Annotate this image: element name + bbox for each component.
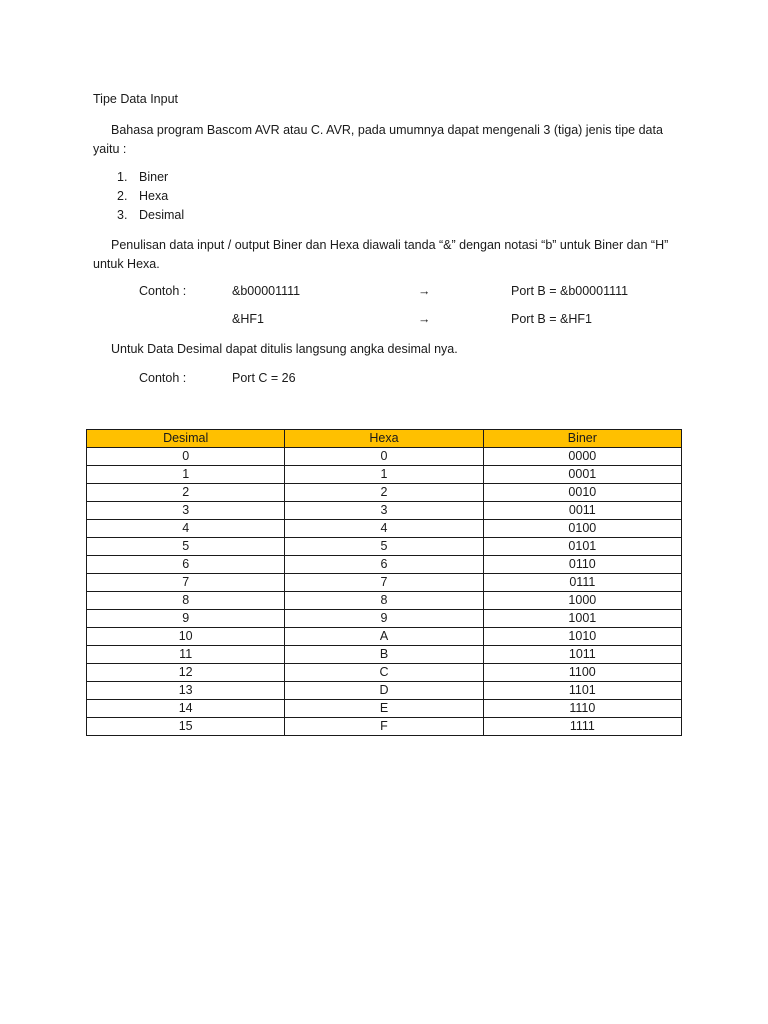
cell-hexa: 9	[285, 610, 483, 628]
table-header-row	[87, 430, 682, 448]
table-row	[87, 646, 682, 664]
cell-biner: 0011	[483, 502, 681, 520]
cell-desimal: 9	[87, 610, 285, 628]
table-row	[87, 466, 682, 484]
table-row	[87, 682, 682, 700]
cell-hexa: 4	[285, 520, 483, 538]
table-row	[87, 502, 682, 520]
cell-hexa: 0	[285, 448, 483, 466]
cell-hexa: 1	[285, 466, 483, 484]
cell-hexa: 2	[285, 484, 483, 502]
table-row	[87, 556, 682, 574]
cell-desimal: 6	[87, 556, 285, 574]
list-item: 2. Hexa	[117, 189, 169, 203]
conversion-table	[86, 429, 682, 736]
document-title: Tipe Data Input	[93, 92, 179, 106]
list-item: 1. Biner	[117, 170, 169, 184]
list-item: 3. Desimal	[117, 208, 185, 222]
cell-biner: 0100	[483, 520, 681, 538]
cell-desimal: 7	[87, 574, 285, 592]
cell-biner: 1000	[483, 592, 681, 610]
data-type-list	[117, 168, 184, 225]
cell-biner: 0110	[483, 556, 681, 574]
cell-biner: 1001	[483, 610, 681, 628]
cell-desimal: 4	[87, 520, 285, 538]
table-row	[87, 520, 682, 538]
cell-hexa: 5	[285, 538, 483, 556]
table-row	[87, 484, 682, 502]
cell-hexa: A	[285, 628, 483, 646]
table-row	[87, 448, 682, 466]
cell-desimal: 10	[87, 628, 285, 646]
example-value: Port C = 26	[232, 371, 296, 385]
cell-biner: 0010	[483, 484, 681, 502]
cell-hexa: 7	[285, 574, 483, 592]
header-biner: Biner	[483, 430, 681, 448]
cell-biner: 0001	[483, 466, 681, 484]
header-hexa: Hexa	[285, 430, 483, 448]
table-row	[87, 700, 682, 718]
arrow-icon: →	[418, 284, 431, 298]
cell-desimal: 12	[87, 664, 285, 682]
cell-biner: 1101	[483, 682, 681, 700]
cell-biner: 0101	[483, 538, 681, 556]
cell-desimal: 8	[87, 592, 285, 610]
cell-desimal: 15	[87, 718, 285, 736]
table-row	[87, 718, 682, 736]
cell-hexa: C	[285, 664, 483, 682]
cell-biner: 0000	[483, 448, 681, 466]
cell-biner: 1110	[483, 700, 681, 718]
cell-desimal: 11	[87, 646, 285, 664]
cell-desimal: 3	[87, 502, 285, 520]
cell-desimal: 2	[87, 484, 285, 502]
cell-desimal: 5	[87, 538, 285, 556]
arrow-icon: →	[418, 312, 431, 326]
cell-hexa: D	[285, 682, 483, 700]
table-row	[87, 610, 682, 628]
example-label: Contoh :	[139, 371, 187, 385]
table-row	[87, 592, 682, 610]
table-row	[87, 664, 682, 682]
cell-desimal: 0	[87, 448, 285, 466]
intro-paragraph: Bahasa program Bascom AVR atau C. AVR, pada umumnya dapat mengenali 3 (tiga) jenis tipe data yaitu :	[93, 123, 663, 156]
cell-hexa: 6	[285, 556, 483, 574]
cell-hexa: 8	[285, 592, 483, 610]
example-value: &b00001111	[232, 284, 301, 298]
cell-desimal: 14	[87, 700, 285, 718]
example-result: Port B = &b00001111	[511, 284, 629, 298]
table-row	[87, 574, 682, 592]
cell-hexa: B	[285, 646, 483, 664]
cell-desimal: 1	[87, 466, 285, 484]
cell-biner: 1111	[483, 718, 681, 736]
cell-biner: 1011	[483, 646, 681, 664]
cell-biner: 0111	[483, 574, 681, 592]
notation-paragraph: Penulisan data input / output Biner dan Hexa diawali tanda “&” dengan notasi “b” untuk Biner dan “H” untuk Hexa.	[93, 238, 669, 271]
example-value: &HF1	[232, 312, 264, 326]
example-result: Port B = &HF1	[511, 312, 592, 326]
table-row	[87, 538, 682, 556]
table-row	[87, 628, 682, 646]
cell-hexa: F	[285, 718, 483, 736]
cell-hexa: E	[285, 700, 483, 718]
cell-desimal: 13	[87, 682, 285, 700]
header-desimal: Desimal	[87, 430, 285, 448]
cell-hexa: 3	[285, 502, 483, 520]
cell-biner: 1010	[483, 628, 681, 646]
example-label: Contoh :	[139, 284, 187, 298]
decimal-paragraph: Untuk Data Desimal dapat ditulis langsung angka desimal nya.	[111, 342, 458, 356]
cell-biner: 1100	[483, 664, 681, 682]
table-body	[87, 448, 682, 736]
